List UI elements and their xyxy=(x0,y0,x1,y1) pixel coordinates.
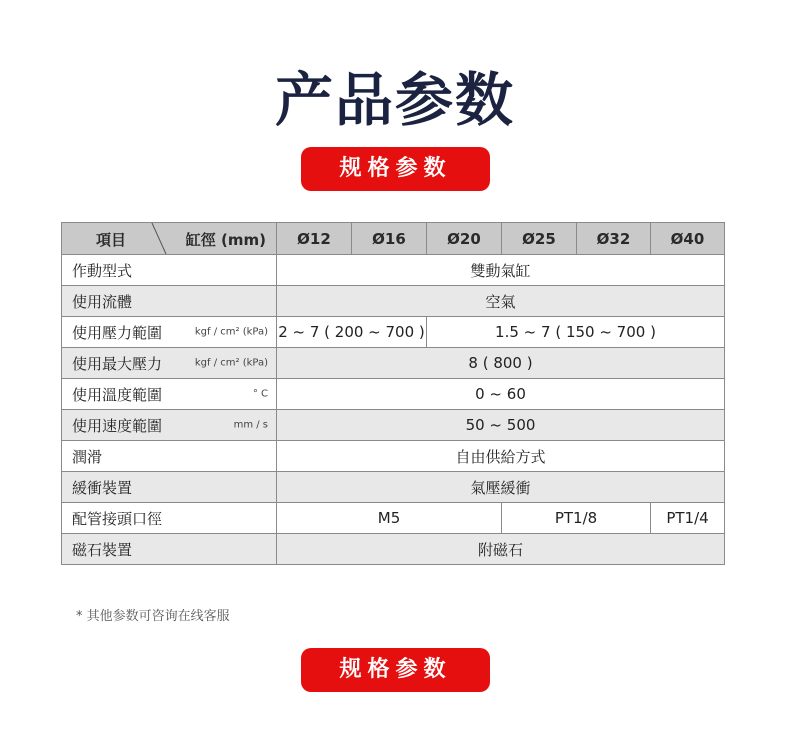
row-label-speed xyxy=(62,410,277,441)
row-value-temperature: 0 ~ 60 xyxy=(277,379,725,410)
table-row xyxy=(62,534,725,565)
row-label-port: 配管接頭口徑 xyxy=(62,503,277,534)
temperature-unit: ° C xyxy=(252,388,268,400)
spec-params-button-bottom[interactable]: 规格参数 xyxy=(301,648,490,692)
temperature-label-text: 使用溫度範圍 xyxy=(72,385,163,404)
header-bore-label: 缸徑 (mm) xyxy=(185,231,266,249)
row-value-lubrication: 自由供給方式 xyxy=(277,441,725,472)
row-value-port-pt18: PT1/8 xyxy=(502,503,651,534)
header-col-25: Ø25 xyxy=(502,223,577,255)
table-row xyxy=(62,410,725,441)
row-label-magnet: 磁石裝置 xyxy=(62,534,277,565)
header-item-label: 項目 xyxy=(96,231,127,249)
row-value-pressure-small: 2 ~ 7 ( 200 ~ 700 ) xyxy=(277,317,427,348)
spec-table xyxy=(61,222,725,565)
pressure-label-text: 使用壓力範圍 xyxy=(72,323,163,342)
row-label-cushion: 緩衝裝置 xyxy=(62,472,277,503)
row-value-max-pressure: 8 ( 800 ) xyxy=(277,348,725,379)
header-col-40: Ø40 xyxy=(651,223,725,255)
page-title: 产品参数 xyxy=(274,66,515,134)
row-value-cushion: 氣壓緩衝 xyxy=(277,472,725,503)
table-row xyxy=(62,379,725,410)
max-pressure-unit: kgf / cm² (kPa) xyxy=(194,357,268,369)
table-row xyxy=(62,286,725,317)
row-value-port-pt14: PT1/4 xyxy=(651,503,725,534)
table-row xyxy=(62,348,725,379)
row-value-fluid: 空氣 xyxy=(277,286,725,317)
speed-label-text: 使用速度範圍 xyxy=(72,416,163,435)
footnote: * 其他参数可咨询在线客服 xyxy=(76,609,230,624)
header-col-16: Ø16 xyxy=(352,223,427,255)
row-label-lubrication: 潤滑 xyxy=(62,441,277,472)
row-value-action: 雙動氣缸 xyxy=(277,255,725,286)
row-label-fluid: 使用流體 xyxy=(62,286,277,317)
row-value-speed: 50 ~ 500 xyxy=(277,410,725,441)
table-row xyxy=(62,317,725,348)
header-item-bore-cell xyxy=(62,223,277,255)
table-row xyxy=(62,441,725,472)
row-label-temperature xyxy=(62,379,277,410)
pressure-unit: kgf / cm² (kPa) xyxy=(194,326,268,338)
header-col-32: Ø32 xyxy=(577,223,651,255)
table-row xyxy=(62,472,725,503)
row-label-max-pressure xyxy=(62,348,277,379)
max-pressure-label-text: 使用最大壓力 xyxy=(72,354,163,373)
row-value-port-m5: M5 xyxy=(277,503,502,534)
speed-unit: mm / s xyxy=(233,419,268,431)
header-col-20: Ø20 xyxy=(427,223,502,255)
table-header-row xyxy=(62,223,725,255)
row-label-pressure xyxy=(62,317,277,348)
table-row xyxy=(62,503,725,534)
row-value-pressure-large: 1.5 ~ 7 ( 150 ~ 700 ) xyxy=(427,317,725,348)
spec-params-button-top[interactable]: 规格参数 xyxy=(301,147,490,191)
header-col-12: Ø12 xyxy=(277,223,352,255)
table-row xyxy=(62,255,725,286)
row-label-action: 作動型式 xyxy=(62,255,277,286)
row-value-magnet: 附磁石 xyxy=(277,534,725,565)
